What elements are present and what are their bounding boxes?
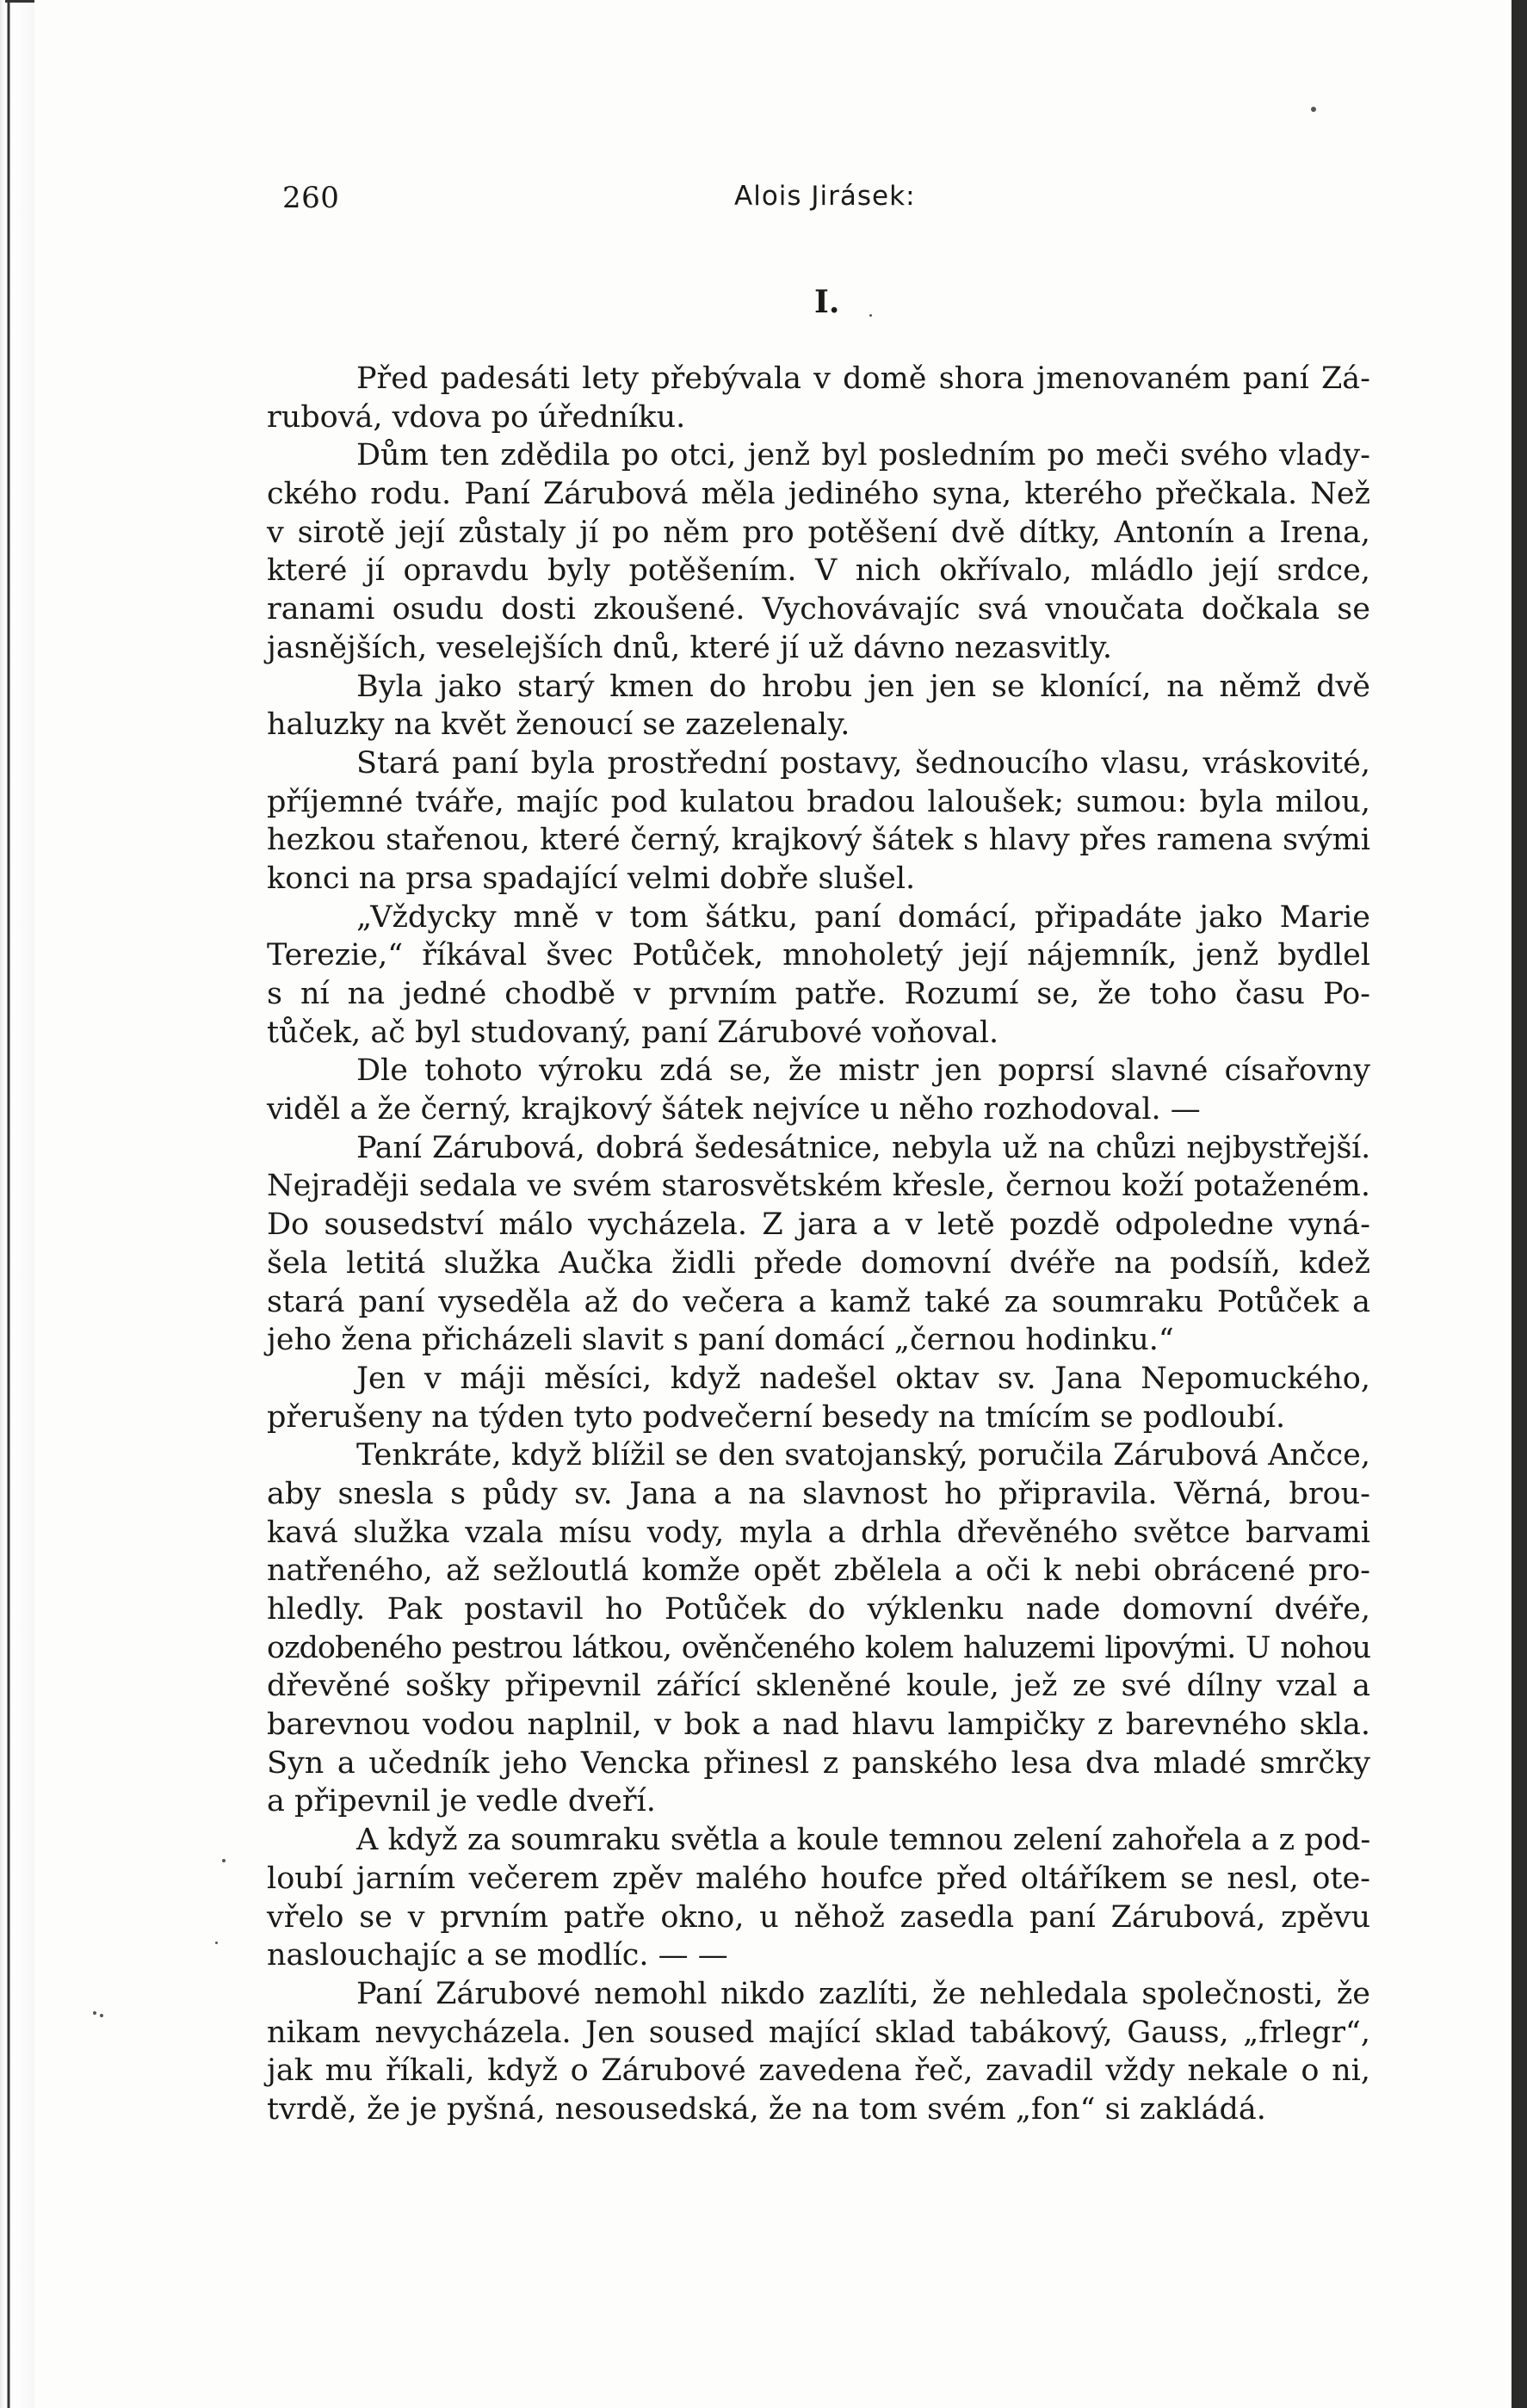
page-number: 260 — [282, 181, 340, 215]
text-line: Syn a učedník jeho Vencka přinesl z panského lesa dva mladé smrčky — [267, 1745, 1370, 1781]
text-line: naslouchajíc a se modlíc. — — — [267, 1938, 728, 1973]
text-line: šela letitá služka Aučka židli přede domovní dvéře na podsíň, kdež — [267, 1245, 1370, 1281]
text-line: Tenkráte, když blížil se den svatojanský, poručila Zárubová Ančce, — [356, 1438, 1370, 1473]
text-line: nikam nevycházela. Jen soused mající sklad tabákový, Gauss, „frlegr“, — [267, 2015, 1370, 2050]
text-line: hledly. Pak postavil ho Potůček do výklenku nade domovní dvéře, — [267, 1592, 1370, 1627]
scan-speck — [93, 2011, 96, 2015]
text-line: loubí jarním večerem zpěv malého houfce před oltáříkem se nesl, ote- — [267, 1861, 1370, 1896]
text-line: Stará paní byla prostřední postavy, šednoucího vlasu, vráskovité, — [356, 745, 1370, 781]
text-line: haluzky na květ ženoucí se zazelenaly. — [267, 707, 850, 743]
text-line: jak mu říkali, když o Zárubové zavedena řeč, zavadil vždy nekale o ni, — [267, 2053, 1370, 2089]
text-line: Byla jako starý kmen do hrobu jen jen se klonící, na němž dvě — [356, 669, 1370, 704]
text-line: rubová, vdova po úředníku. — [267, 399, 686, 435]
text-line: A když za soumraku světla a koule temnou zelení zahořela a z pod- — [356, 1823, 1370, 1858]
text-line: vřelo se v prvním patře okno, u něhož zasedla paní Zárubová, zpěvu — [267, 1899, 1370, 1935]
text-line: ckého rodu. Paní Zárubová měla jediného syna, kterého přečkala. Než — [267, 477, 1370, 512]
text-line: tůček, ač byl studovaný, paní Zárubové voňoval. — [267, 1015, 999, 1050]
text-line: kavá služka vzala mísu vody, myla a drhla dřevěného světce barvami — [267, 1515, 1370, 1550]
binding-edge — [0, 0, 34, 2408]
text-line: Dům ten zdědila po otci, jenž byl posledním po meči svého vlady- — [356, 438, 1370, 473]
scan-speck — [869, 314, 872, 317]
scan-speck — [1311, 107, 1316, 112]
text-line: Paní Zárubová, dobrá šedesátnice, nebyla už na chůzi nejbystřejší. — [356, 1130, 1370, 1165]
text-line: barevnou vodou naplnil, v bok a nad hlavu lampičky z barevného skla. — [267, 1707, 1370, 1743]
text-line: hezkou stařenou, které černý, krajkový šátek s hlavy přes ramena svými — [267, 823, 1370, 858]
text-line: dřevěné sošky připevnil zářící skleněné koule, jež ze své dílny vzal a — [267, 1669, 1370, 1704]
text-line: viděl a že černý, krajkový šátek nejvíce u něho rozhodoval. — — [267, 1092, 1201, 1127]
running-head-author: Alois Jirásek: — [734, 181, 916, 212]
text-line: ozdobeného pestrou látkou, ověnčeného kolem haluzemi lipovými. U nohou — [267, 1630, 1370, 1665]
text-line: přerušeny na týden tyto podvečerní besedy na tmícím se podloubí. — [267, 1399, 1286, 1435]
chapter-number: I. — [814, 284, 840, 320]
text-line: Paní Zárubové nemohl nikdo zazlíti, že nehledala společnosti, že — [356, 1976, 1370, 2011]
text-line: natřeného, až sežloutlá komže opět zbělela a oči k nebi obrácené pro- — [267, 1553, 1370, 1589]
body-text — [267, 360, 1370, 2129]
text-line: konci na prsa spadající velmi dobře slušel. — [267, 861, 916, 896]
text-line: jeho žena přicházeli slavit s paní domácí „černou hodinku.“ — [267, 1323, 1174, 1358]
text-line: Před padesáti lety přebývala v domě shora jmenovaném paní Zá- — [356, 361, 1370, 396]
scan-border — [1512, 0, 1527, 2408]
text-line: a připevnil je vedle dveří. — [267, 1784, 656, 1819]
text-line: tvrdě, že je pyšná, nesousedská, že na tom svém „fon“ si zakládá. — [267, 2091, 1266, 2127]
text-line: „Vždycky mně v tom šátku, paní domácí, připadáte jako Marie — [356, 899, 1370, 935]
scan-corner-mark — [5, 0, 34, 37]
text-line: v sirotě její zůstaly jí po něm pro potěšení dvě dítky, Antonín a Irena, — [267, 515, 1370, 550]
text-line: Nejraději sedala ve svém starosvětském křesle, černou koží potaženém. — [267, 1169, 1370, 1204]
text-line: Terezie,“ říkával švec Potůček, mnoholetý její nájemník, jenž bydlel — [267, 938, 1370, 973]
scan-speck — [215, 1942, 218, 1944]
running-head — [282, 181, 1212, 224]
text-line: s ní na jedné chodbě v prvním patře. Rozumí se, že toho času Po- — [267, 977, 1370, 1011]
text-line: Dle tohoto výroku zdá se, že mistr jen poprsí slavné císařovny — [356, 1053, 1370, 1089]
text-line: jasnějších, veselejších dnů, které jí už dávno nezasvitly. — [267, 630, 1113, 665]
text-line: ranami osudu dosti zkoušené. Vychovávajíc svá vnoučata dočkala se — [267, 592, 1370, 627]
text-line: které jí opravdu byly potěšením. V nich okřívalo, mládlo její srdce, — [267, 553, 1370, 589]
text-line: stará paní vyseděla až do večera a kamž také za soumraku Potůček a — [267, 1284, 1370, 1319]
scan-speck — [100, 2014, 103, 2017]
scan-speck — [222, 1859, 226, 1862]
text-line: Do sousedství málo vycházela. Z jara a v letě pozdě odpoledne vyná- — [267, 1207, 1370, 1243]
text-line: aby snesla s půdy sv. Jana a na slavnost ho připravila. Věrná, brou- — [267, 1476, 1370, 1511]
text-line: příjemné tváře, majíc pod kulatou bradou laloušek; sumou: byla milou, — [267, 784, 1370, 819]
text-line: Jen v máji měsíci, když nadešel oktav sv. Jana Nepomuckého, — [356, 1361, 1370, 1396]
